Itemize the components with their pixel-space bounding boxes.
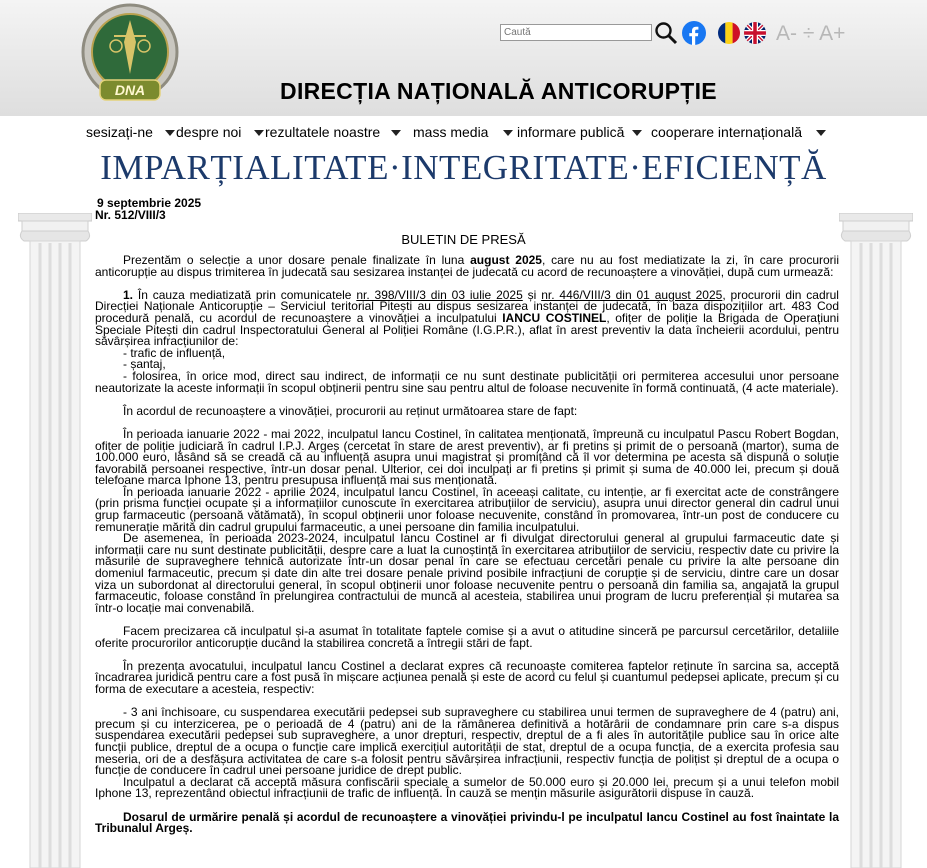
romanian-flag-icon[interactable] (718, 22, 740, 44)
offence-item: - șantaj, (123, 357, 166, 372)
facebook-icon[interactable] (682, 21, 706, 45)
font-decrease-button[interactable]: A- (776, 22, 797, 45)
right-column-decoration (839, 213, 913, 868)
fact-paragraph: În perioada ianuarie 2022 - mai 2022, inculpatul Iancu Costinel, în calitatea menționată, împreună cu inculpatul Pascu Robert Bogdan, ofițer de poliție judiciară în cadrul I.P.J. Argeș (cercetat în stare de arest preventiv), ar fi pretins și primit de o persoană (martor), suma de 100.000 euro, lăsând să se creadă că au influență asupra unui magistrat și promițând că îl vor determina pe acesta să dispună o soluție favorabilă persoanei respective, într-un dosar penal. Ulterior, cei doi inculpați ar fi pretins și primit și suma de 40.000 lei, precum și două telefoane marca Iphone 13, pentru presupusa influență mai sus menționată. (95, 426, 839, 488)
final-paragraph: Dosarul de urmărire penală și acordul de recunoaștere a vinovăției privindu-l pe inculpatul Iancu Costinel au fost înaintate la Tribunalul Argeș. (95, 809, 839, 836)
mention-paragraph: Facem precizarea că inculpatul și-a asumat în totalitate faptele comise și a avut o atitudine sinceră pe parcursul cercetărilor, detaliile oferite procurorilor anticorupție ducând la stabilirea concretă a întregii stări de fapt. (95, 624, 839, 650)
left-column-decoration (18, 213, 92, 868)
offence-item: - folosirea, în orice mod, direct sau indirect, de informații ce nu sunt destinate publicității ori permiterea accesului unor persoane neautorizate la aceste informații în scopul obținerii pentru sine sau pentru altul de foloase necuvenite în formă continuată, (4 acte materiale). (95, 368, 839, 395)
font-size-controls (776, 22, 845, 46)
facts-intro: În acordul de recunoaștere a vinovăției, procurorii au reținut următoarea stare de fapt: (123, 403, 578, 418)
confiscation-paragraph: Inculpatul a declarat că acceptă măsura confiscării speciale a sumelor de 50.000 euro și 20.000 lei, precum și a unui telefon mobil Iphone 13, reprezentând obiectul infracțiunii de trafic de influență. În cauză se mențin măsurile asigurătorii dispuse în cauză. (95, 774, 839, 801)
nav-item-cooperare-internationala[interactable]: cooperare internațională (651, 124, 802, 140)
intro-text: Prezentăm o selecție a unor dosare penale finalizate în luna (123, 253, 471, 267)
case-number: 1. (123, 287, 134, 302)
nav-item-rezultatele-noastre[interactable]: rezultatele noastre (265, 124, 381, 140)
press-release-link[interactable]: nr. 398/VIII/3 din 03 iulie 2025 (356, 287, 523, 302)
font-increase-button[interactable]: A+ (819, 22, 846, 45)
fact-paragraph: În perioada ianuarie 2022 - aprilie 2024, inculpatul Iancu Costinel, în aceeași calitate, cu intenție, ar fi exercitat acte de constrângere (prin prisma funcției ocupate și a informațiilor cunoscute în exercitarea atribuțiilor de serviciu), asupra unui director general din cadrul unui grup farmaceutic (persoană vătămată), în scopul obținerii unor foloase necuvenite, constând în promovarea, într-un post de conducere cu remunerație mărită din cadrul grupului farmaceutic, a unei persoane din familia inculpatului. (95, 484, 839, 534)
case-paragraph (95, 287, 839, 349)
intro-month: august 2025 (470, 253, 542, 267)
svg-text:DNA: DNA (114, 82, 146, 98)
press-content (95, 255, 839, 835)
nav-item-mass-media[interactable]: mass media (413, 124, 489, 140)
chevron-down-icon[interactable] (503, 130, 513, 136)
main-nav (0, 124, 927, 144)
chevron-down-icon[interactable] (632, 130, 642, 136)
fact-paragraph: De asemenea, în perioada 2023-2024, inculpatul Iancu Costinel ar fi divulgat directorului general al grupului farmaceutic date și informații care nu sunt destinate publicității, despre care a luat la cunoștință în exercitarea atribuțiilor de serviciu, respectiv date cu privire la măsurile de supraveghere tehnică autorizate într-un dosar penal în care se efectuau cercetări penale cu privire la alte persoane din domeniul farmaceutic, precum și date din alte trei dosare penale privind posibile infracțiuni de corupție și de serviciu, dintre care un dosar viza un subordonat al directorului general, în scopul obținerii unor foloase necuvenite pentru o persoană din familia sa, angajată la grupul farmaceutic, foloase constând în prelungirea contractului de muncă al acesteia, stabilirea unui program de lucru preferențial și mutarea sa într-o locație mai convenabilă. (95, 531, 839, 615)
sentence-paragraph: - 3 ani închisoare, cu suspendarea executării pedepsei sub supraveghere cu stabilirea unui termen de supraveghere de 4 (patru) ani, precum și cu interzicerea, pe o perioadă de 4 (patru) ani de la rămânerea definitivă a hotărârii de condamnare prin care s-a dispus suspendarea executării pedepsei sub supraveghere, a unor drepturi, respectiv, dreptul de a fi ales în autoritățile publice sau în orice alte funcții publice, dreptul de a ocupa o funcție care implică exercițiul autorității de stat, dreptul de a ocupa funcția, de a exercita profesia sau meseria, ori de a desfășura activitatea de care s-a folosit pentru săvârșirea infracțiunii, respectiv funcția de polițist și dreptul de a ocupa o funcție de conducere în cadrul unei persoane juridice de drept public. (95, 705, 839, 778)
chevron-down-icon[interactable] (254, 130, 264, 136)
chevron-down-icon[interactable] (391, 130, 401, 136)
nav-item-informare-publica[interactable]: informare publică (517, 124, 625, 140)
chevron-down-icon[interactable] (816, 130, 826, 136)
site-title: DIRECȚIA NAȚIONALĂ ANTICORUPȚIE (280, 78, 717, 104)
case-text: și (522, 287, 542, 302)
intro-paragraph (95, 255, 839, 278)
motto: IMPARȚIALITATE·INTEGRITATE·EFICIENȚĂ (100, 148, 827, 187)
search-icon[interactable] (654, 21, 678, 45)
chevron-down-icon[interactable] (165, 130, 175, 136)
case-text: , ofițer de poliție la Brigada de Operațiuni Speciale Pitești din cadrul Inspectoratului General al Poliției Române (I.G.P.R.), aflat în arest preventiv la data încheierii acordului, pentru săvârșirea infracțiunilor de: (95, 310, 839, 349)
case-text: În cauza mediatizată prin comunicatele (133, 287, 357, 302)
font-reset-button[interactable]: ÷ (802, 22, 815, 45)
nav-item-despre-noi[interactable]: despre noi (176, 124, 242, 140)
intro-text-end: , care nu au fost mediatizate la zi, în care procurorii anticorupție au dispus trimiterea în judecată sau sesizarea instanței de judecată cu acord de recunoaștere a vinovăției, după cum urmează: (95, 253, 839, 279)
lawyer-paragraph: În prezența avocatului, inculpatul Iancu Costinel a declarat expres că recunoaște comiterea faptelor reținute în sarcina sa, acceptă încadrarea juridică pentru care a fost pusă în mișcare acțiunea penală și este de acord cu felul și cuantumul pedepsei aplicate, precum și cu forma de executare a acesteia, respectiv: (95, 658, 839, 696)
site-header (0, 0, 927, 116)
search-input[interactable] (500, 24, 652, 41)
press-date: 9 septembrie 2025 (97, 196, 202, 210)
english-flag-icon[interactable] (744, 22, 766, 44)
bulletin-heading: BULETIN DE PRESĂ (401, 232, 526, 247)
defendant-name: IANCU COSTINEL (502, 310, 607, 325)
press-number: Nr. 512/VIII/3 (95, 208, 166, 222)
offence-item: - trafic de influență, (123, 345, 226, 360)
press-release-link[interactable]: nr. 446/VIII/3 din 01 august 2025 (541, 287, 723, 302)
case-text: , procurorii din cadrul Direcției Naționale Anticorupție – Serviciul teritorial Pitești au dispus sesizarea instanței de judecată, în baza dispozițiilor art. 483 Cod procedură penală, cu acordul de recunoaștere a vinovăției a inculpatului (95, 287, 839, 325)
nav-item-sesizati-ne[interactable]: sesizați-ne (86, 124, 153, 140)
